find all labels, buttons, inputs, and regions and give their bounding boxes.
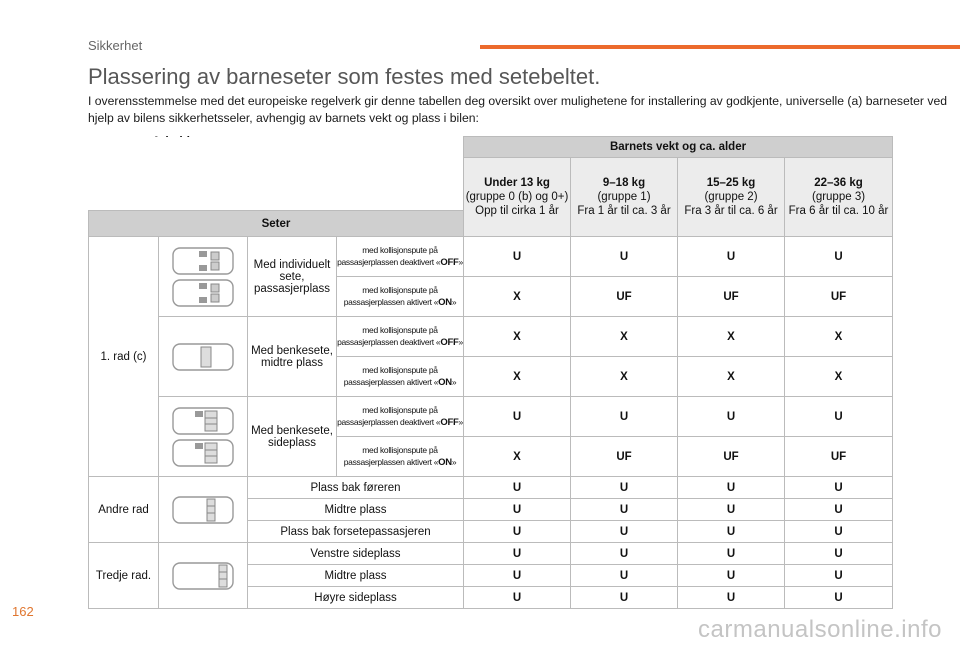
seat-description: Med benkesete, sideplass xyxy=(248,397,337,477)
seat-diagram xyxy=(159,317,248,397)
section-title: Sikkerhet xyxy=(88,38,143,53)
value-cell: U xyxy=(785,237,893,277)
value-cell: X xyxy=(464,277,571,317)
value-cell: X xyxy=(464,317,571,357)
value-cell: U xyxy=(678,587,785,609)
value-cell: U xyxy=(571,587,678,609)
airbag-on-condition: med kollisjonspute på passasjerplassen aktivert «ON» xyxy=(337,357,464,397)
airbag-on-condition: med kollisjonspute på passasjerplassen aktivert «ON» xyxy=(337,277,464,317)
intro-paragraph: I overensstemmelse med det europeiske regelverk gir denne tabellen deg oversikt over mulighetene for installering av godkjente, universelle (a) barneseter ved hjelp av bilens sikkerhetsseler, avhengig av barnets vekt og plass i bilen: xyxy=(88,94,948,125)
value-cell: X xyxy=(464,437,571,477)
value-cell: U xyxy=(571,477,678,499)
car-seat-diagram-icon xyxy=(171,406,235,436)
value-cell: U xyxy=(785,499,893,521)
value-cell: U xyxy=(464,477,571,499)
car-seat-diagram-icon xyxy=(171,246,235,276)
value-cell: U xyxy=(571,397,678,437)
value-cell: U xyxy=(464,397,571,437)
value-cell: U xyxy=(571,499,678,521)
value-cell: X xyxy=(571,317,678,357)
seat-description: Høyre sideplass xyxy=(248,587,464,609)
page-number: 162 xyxy=(12,604,34,619)
car-seat-diagram-icon xyxy=(171,342,235,372)
value-cell: U xyxy=(571,543,678,565)
value-cell: U xyxy=(678,237,785,277)
header-accent-bar xyxy=(480,45,960,49)
value-cell: UF xyxy=(785,277,893,317)
seat-diagram xyxy=(159,397,248,477)
value-cell: U xyxy=(464,543,571,565)
row-label-second-row: Andre rad xyxy=(89,477,159,543)
value-cell: U xyxy=(464,521,571,543)
seat-diagram xyxy=(159,543,248,609)
value-cell: U xyxy=(678,543,785,565)
car-seat-diagram-icon xyxy=(171,495,235,525)
value-cell: UF xyxy=(571,437,678,477)
value-cell: U xyxy=(571,237,678,277)
airbag-on-condition: med kollisjonspute på passasjerplassen aktivert «ON» xyxy=(337,437,464,477)
row-label-third-row: Tredje rad. xyxy=(89,543,159,609)
airbag-off-condition: med kollisjonspute på passasjerplassen deaktivert «OFF» xyxy=(337,397,464,437)
weight-header: Barnets vekt og ca. alder xyxy=(464,137,893,158)
value-cell: U xyxy=(678,397,785,437)
airbag-off-condition: med kollisjonspute på passasjerplassen deaktivert «OFF» xyxy=(337,317,464,357)
seat-diagram xyxy=(159,237,248,317)
value-cell: U xyxy=(464,237,571,277)
seat-diagram xyxy=(159,477,248,543)
value-cell: U xyxy=(678,499,785,521)
value-cell: UF xyxy=(571,277,678,317)
value-cell: U xyxy=(571,565,678,587)
column-header: 15–25 kg (gruppe 2) Fra 3 år til ca. 6 år xyxy=(678,158,785,237)
value-cell: X xyxy=(678,317,785,357)
column-header: 22–36 kg (gruppe 3) Fra 6 år til ca. 10 år xyxy=(785,158,893,237)
value-cell: U xyxy=(785,587,893,609)
value-cell: U xyxy=(571,521,678,543)
page-title: Plassering av barneseter som festes med setebeltet. xyxy=(88,64,601,89)
value-cell: U xyxy=(464,587,571,609)
value-cell: U xyxy=(678,565,785,587)
value-cell: U xyxy=(464,499,571,521)
value-cell: X xyxy=(785,357,893,397)
value-cell: X xyxy=(785,317,893,357)
value-cell: U xyxy=(785,521,893,543)
value-cell: U xyxy=(678,477,785,499)
column-header: Under 13 kg (gruppe 0 (b) og 0+) Opp til cirka 1 år xyxy=(464,158,571,237)
value-cell: U xyxy=(785,397,893,437)
value-cell: UF xyxy=(678,277,785,317)
seat-description: Med individuelt sete, passasjerplass xyxy=(248,237,337,317)
seat-description: Plass bak føreren xyxy=(248,477,464,499)
value-cell: U xyxy=(785,565,893,587)
airbag-off-condition: med kollisjonspute på passasjerplassen deaktivert «OFF» xyxy=(337,237,464,277)
value-cell: X xyxy=(571,357,678,397)
car-seat-diagram-icon xyxy=(171,278,235,308)
value-cell: U xyxy=(785,477,893,499)
seat-description: Midtre plass xyxy=(248,565,464,587)
value-cell: U xyxy=(785,543,893,565)
value-cell: UF xyxy=(678,437,785,477)
seat-description: Plass bak forsetepassasjeren xyxy=(248,521,464,543)
seat-description: Venstre sideplass xyxy=(248,543,464,565)
row-label-first-row: 1. rad (c) xyxy=(89,237,159,477)
seats-header: Seter xyxy=(89,211,464,237)
watermark: carmanualsonline.info xyxy=(698,616,942,643)
car-seat-diagram-icon xyxy=(171,561,235,591)
car-seat-diagram-icon xyxy=(171,438,235,468)
seat-description: Med benkesete, midtre plass xyxy=(248,317,337,397)
value-cell: X xyxy=(678,357,785,397)
child-seat-table xyxy=(88,136,893,609)
column-header: 9–18 kg (gruppe 1) Fra 1 år til ca. 3 år xyxy=(571,158,678,237)
value-cell: X xyxy=(464,357,571,397)
value-cell: UF xyxy=(785,437,893,477)
value-cell: U xyxy=(464,565,571,587)
seat-description: Midtre plass xyxy=(248,499,464,521)
value-cell: U xyxy=(678,521,785,543)
